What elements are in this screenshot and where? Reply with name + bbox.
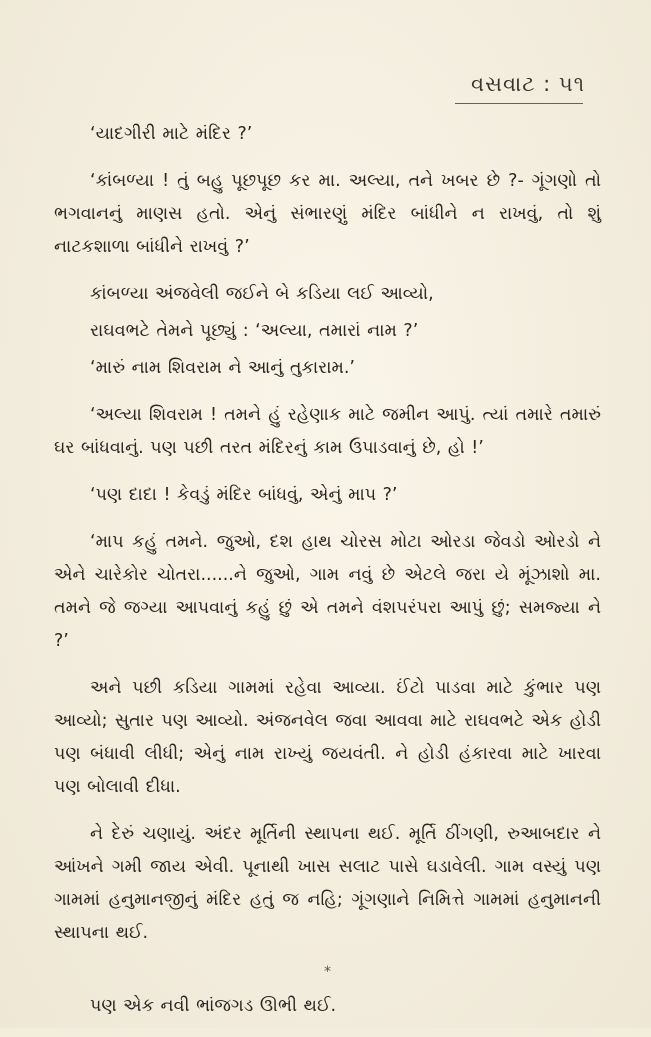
paragraph: અને પછી કડિયા ગામમાં રહેવા આવ્યા. ઈંટો પાડવા માટે કુંભાર પણ આવ્યો; સુતાર પણ આવ્યો. અંજનવેલ જવા આવવા માટે રાઘવભટે એક હોડી પણ બંધાવી લીધી; એનું નામ રાખ્યું જયવંતી. ને હોડી હંકારવા માટે ખારવા પણ બોલાવી દીધા.: [54, 678, 601, 797]
section-separator: *: [324, 964, 331, 980]
running-header: વસવાટ : ૫૧: [470, 72, 585, 96]
header-underline: [455, 103, 583, 104]
paragraph: ‘કાંબળ્યા ! તું બહુ પૂછપૂછ કર મા. અલ્યા, તને ખબર છે ?‑ ગૂંગણો તો ભગવાનનું માણસ હતો. એનું સંભારણું મંદિર બાંધીને ન રાખવું, તો શું નાટકશાળા બાંધીને રાખવું ?’: [54, 171, 601, 257]
body-text: [54, 118, 601, 1037]
paragraph: કાંબળ્યા અંજવેલી જઈને બે કડિયા લઈ આવ્યો,: [90, 284, 434, 304]
paragraph: ‘અલ્યા શિવરામ ! તમને હું રહેણાક માટે જમીન આપું. ત્યાં તમારે તમારું ઘર બાંધવાનું. પણ પછી તરત મંદિરનું કામ ઉપાડવાનું છે, હો !’: [54, 405, 601, 458]
paragraph: ને દેરું ચણાયું. અંદર મૂર્તિની સ્થાપના થઈ. મૂર્તિ ઠીંગણી, રુઆબદાર ને આંખને ગમી જાય એવી. પૂનાથી ખાસ સલાટ પાસે ઘડાવેલી. ગામ વસ્યું પણ ગામમાં હનુમાનજીનું મંદિર હતું જ નહિ; ગૂંગણાને નિમિત્તે ગામમાં હનુમાનની સ્થાપના થઈ.: [54, 824, 601, 943]
paragraph: ‘યાદગીરી માટે મંદિર ?’: [90, 124, 253, 144]
closing-line: પણ એક નવી ભાંજગડ ઊભી થઈ.: [90, 996, 337, 1016]
paragraph: રાઘવભટે તેમને પૂછ્યું : ‘અલ્યા, તમારાં નામ ?’: [90, 321, 419, 341]
paragraph: ‘માપ કહું તમને. જુઓ, દશ હાથ ચોરસ મોટા ઓરડા જેવડો ઓરડો ને એને ચારેકોર ચોતરા......ને જુઓ, ગામ નવું છે એટલે જરા યે મૂંઝાશો મા. તમને જે જગ્યા આપવાનું કહું છું એ તમને વંશપરંપરા આપું છું; સમજ્યા ને ?’: [54, 532, 601, 651]
paragraph: ‘પણ દાદા ! કેવડું મંદિર બાંધવું, એનું માપ ?’: [90, 485, 398, 505]
paragraph: ‘મારું નામ શિવરામ ને આનું તુકારામ.’: [90, 358, 355, 378]
